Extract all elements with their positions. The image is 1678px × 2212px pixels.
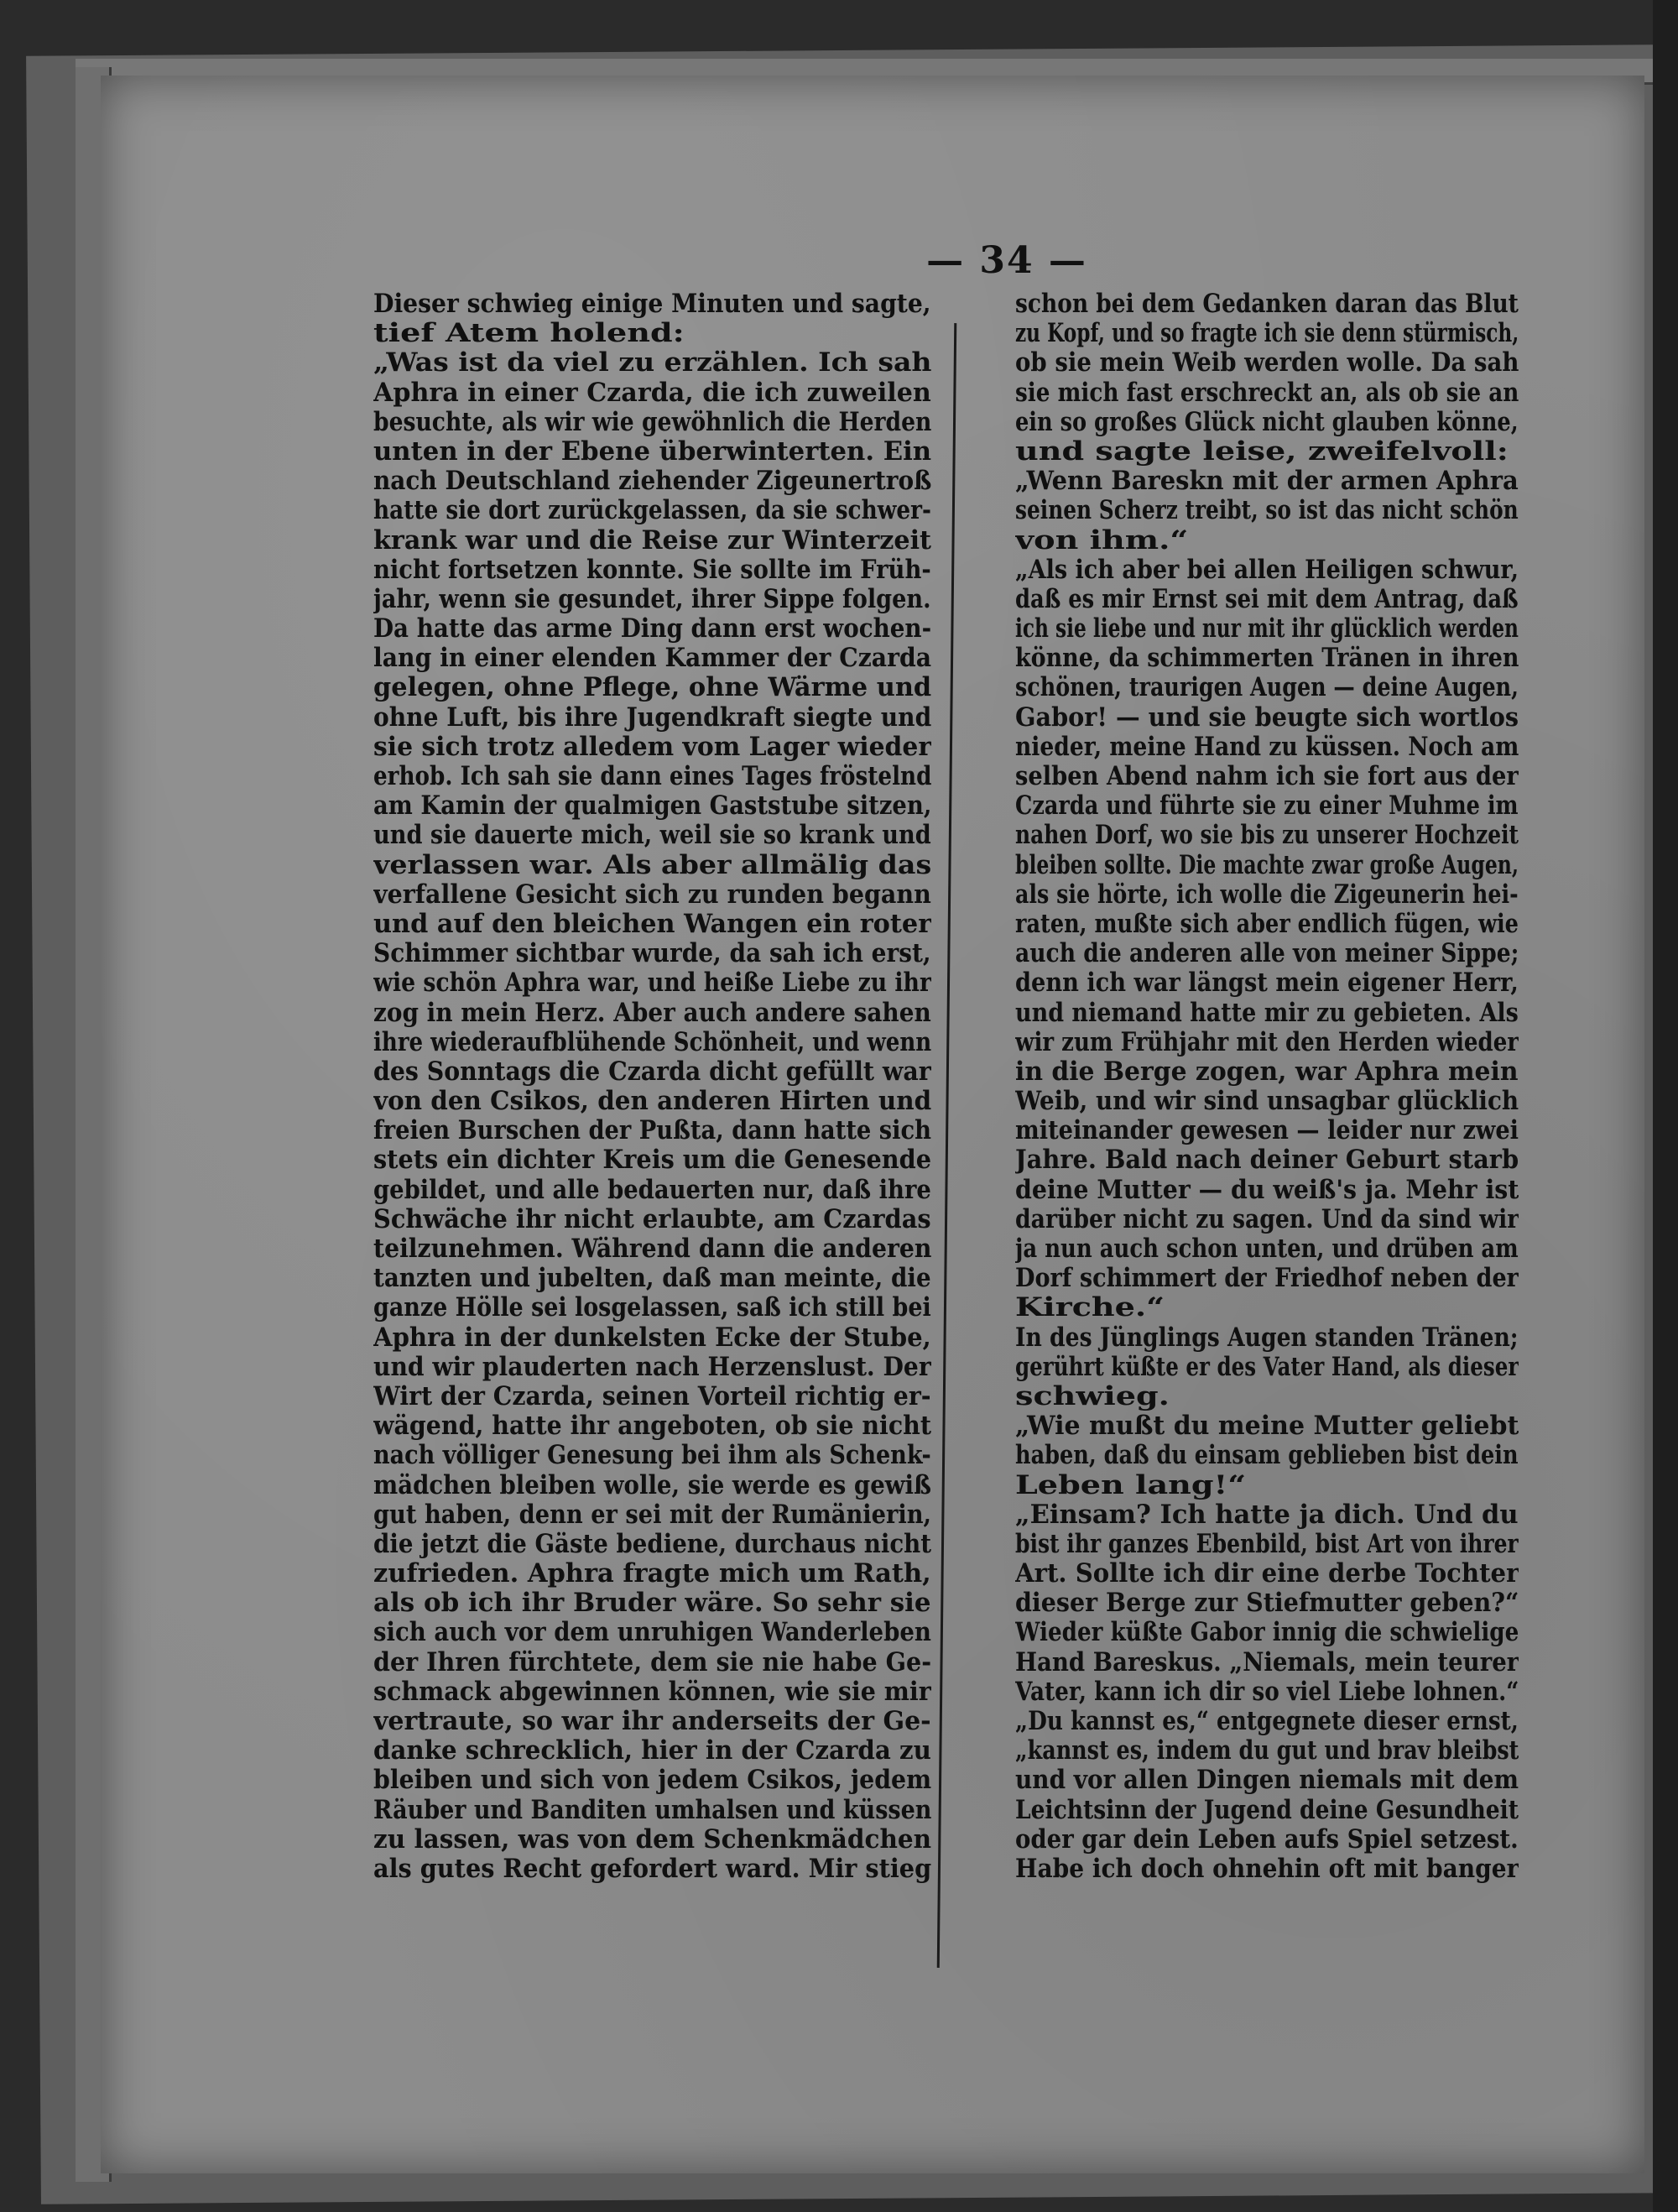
text-line: schmack abgewinnen können, wie sie mir <box>373 1677 931 1707</box>
text-line: erhob. Ich sah sie dann eines Tages fröstelnd <box>373 762 931 791</box>
text-line: Leben lang!“ <box>1015 1470 1247 1500</box>
text-line: verlassen war. Als aber allmälig das <box>373 850 931 880</box>
text-line: als sie hörte, ich wolle die Zigeunerin hei- <box>1015 879 1519 910</box>
text-line: als gutes Recht gefordert ward. Mir stieg <box>373 1854 931 1884</box>
text-line: Vater, kann ich dir so viel Liebe lohnen.“ <box>1015 1677 1519 1707</box>
text-line: ich sie liebe und nur mit ihr glücklich werden <box>1015 614 1519 644</box>
text-line: besuchte, als wir wie gewöhnlich die Herden <box>373 407 931 437</box>
text-line: in die Berge zogen, war Aphra mein <box>1015 1056 1519 1087</box>
text-line: und sie dauerte mich, weil sie so krank und <box>373 821 931 851</box>
text-line: Aphra in einer Czarda, die ich zuweilen <box>373 378 931 408</box>
text-line: auch die anderen alle von meiner Sippe; <box>1015 939 1519 969</box>
scan-border <box>1653 0 1678 2212</box>
text-line: „Als ich aber bei allen Heiligen schwur, <box>1015 555 1519 585</box>
text-line: krank war und die Reise zur Winterzeit <box>373 525 931 556</box>
text-line: deine Mutter — du weiß's ja. Mehr ist <box>1015 1175 1519 1205</box>
text-line: schönen, traurigen Augen — deine Augen, <box>1015 673 1519 703</box>
text-line: nach völliger Genesung bei ihm als Schenk- <box>373 1441 931 1471</box>
text-line: „Du kannst es,“ entgegnete dieser ernst, <box>1015 1707 1519 1736</box>
text-line: der Ihren fürchtete, dem sie nie habe Ge- <box>373 1647 931 1677</box>
text-line: gelegen, ohne Pflege, ohne Wärme und <box>373 673 931 703</box>
text-line: dieser Berge zur Stiefmutter geben?“ <box>1015 1589 1519 1619</box>
text-line: schon bei dem Gedanken daran das Blut <box>1015 290 1519 319</box>
text-line: verfallene Gesicht sich zu runden begann <box>373 879 931 910</box>
text-line: In des Jünglings Augen standen Tränen; <box>1015 1323 1519 1353</box>
text-line: danke schrecklich, hier in der Czarda zu <box>373 1736 931 1766</box>
text-line: daß es mir Ernst sei mit dem Antrag, daß <box>1015 584 1519 614</box>
text-line: stets ein dichter Kreis um die Genesende <box>373 1145 931 1176</box>
text-line: gebildet, und alle bedauerten nur, daß ihre <box>373 1175 931 1205</box>
text-line: teilzunehmen. Während dann die anderen <box>373 1234 931 1264</box>
text-line: von ihm.“ <box>1015 525 1189 556</box>
text-line: Jahre. Bald nach deiner Geburt starb <box>1015 1145 1519 1176</box>
text-line: jahr, wenn sie gesundet, ihrer Sippe folgen. <box>373 584 931 614</box>
text-line: wir zum Frühjahr mit den Herden wieder <box>1015 1027 1519 1057</box>
text-line: Wirt der Czarda, seinen Vorteil richtig er- <box>373 1381 931 1411</box>
text-line: Räuber und Banditen umhalsen und küssen <box>373 1795 931 1825</box>
page-number: — 34 — <box>926 239 1087 282</box>
text-line: vertraute, so war ihr anderseits der Ge- <box>373 1707 931 1736</box>
text-line: am Kamin der qualmigen Gaststube sitzen, <box>373 791 931 822</box>
text-line: sie sich trotz alledem vom Lager wieder <box>373 732 931 762</box>
text-line: gut haben, denn er sei mit der Rumänierin, <box>373 1500 931 1530</box>
text-line: Dieser schwieg einige Minuten und sagte, <box>373 290 931 319</box>
text-line: denn ich war längst mein eigener Herr, <box>1015 968 1519 999</box>
text-line: darüber nicht zu sagen. Und da sind wir <box>1015 1204 1519 1234</box>
text-line: die jetzt die Gäste bediene, durchaus nicht <box>373 1529 931 1559</box>
text-line: bleiben und sich von jedem Csikos, jedem <box>373 1766 931 1796</box>
text-line: und niemand hatte mir zu gebieten. Als <box>1015 998 1519 1028</box>
text-line: gerührt küßte er des Vater Hand, als dieser <box>1015 1352 1519 1382</box>
text-line: Art. Sollte ich dir eine derbe Tochter <box>1015 1559 1519 1589</box>
text-line: ein so großes Glück nicht glauben könne, <box>1015 407 1519 437</box>
text-line: zu Kopf, und so fragte ich sie denn stürmisch, <box>1015 319 1519 349</box>
text-line: Dorf schimmert der Friedhof neben der <box>1015 1264 1519 1294</box>
text-line: hatte sie dort zurückgelassen, da sie schwer- <box>373 496 931 526</box>
text-line: schwieg. <box>1015 1381 1170 1411</box>
text-line: nicht fortsetzen konnte. Sie sollte im Früh- <box>373 555 931 585</box>
text-line: nieder, meine Hand zu küssen. Noch am <box>1015 732 1519 762</box>
text-line: seinen Scherz treibt, so ist das nicht schön <box>1015 496 1519 526</box>
text-line: sich auch vor dem unruhigen Wanderleben <box>373 1618 931 1648</box>
text-line: „kannst es, indem du gut und brav bleibst <box>1015 1736 1519 1766</box>
text-line: Habe ich doch ohnehin oft mit banger <box>1015 1854 1519 1884</box>
text-line: könne, da schimmerten Tränen in ihren <box>1015 644 1519 674</box>
text-line: selben Abend nahm ich sie fort aus der <box>1015 762 1519 791</box>
text-line: zog in mein Herz. Aber auch andere sahen <box>373 998 931 1028</box>
text-line: unten in der Ebene überwinterten. Ein <box>373 436 931 467</box>
text-line: wägend, hatte ihr angeboten, ob sie nicht <box>373 1411 931 1442</box>
text-line: Weib, und wir sind unsagbar glücklich <box>1015 1087 1519 1117</box>
left-text-column <box>373 290 931 1884</box>
text-line: miteinander gewesen — leider nur zwei <box>1015 1116 1519 1146</box>
text-line: und sagte leise, zweifelvoll: <box>1015 436 1509 467</box>
text-line: nach Deutschland ziehender Zigeunertroß <box>373 467 931 497</box>
text-line: zufrieden. Aphra fragte mich um Rath, <box>373 1559 931 1589</box>
text-line: Kirche.“ <box>1015 1293 1165 1323</box>
text-line: zu lassen, was von dem Schenkmädchen <box>373 1824 931 1855</box>
text-line: „Einsam? Ich hatte ja dich. Und du <box>1015 1500 1519 1530</box>
text-line: und wir plauderten nach Herzenslust. Der <box>373 1352 931 1382</box>
text-line: „Wie mußt du meine Mutter geliebt <box>1015 1411 1519 1442</box>
right-text-column <box>1015 290 1519 1884</box>
text-line: lang in einer elenden Kammer der Czarda <box>373 644 931 674</box>
text-line: bleiben sollte. Die machte zwar große Augen, <box>1015 850 1519 880</box>
text-line: „Was ist da viel zu erzählen. Ich sah <box>373 348 931 378</box>
text-line: sie mich fast erschreckt an, als ob sie an <box>1015 378 1519 408</box>
text-line: haben, daß du einsam geblieben bist dein <box>1015 1441 1519 1471</box>
text-line: Leichtsinn der Jugend deine Gesundheit <box>1015 1795 1519 1825</box>
text-line: Czarda und führte sie zu einer Muhme im <box>1015 791 1519 822</box>
text-line: Da hatte das arme Ding dann erst wochen- <box>373 614 931 644</box>
text-line: freien Burschen der Pußta, dann hatte sich <box>373 1116 931 1146</box>
text-line: ihre wiederaufblühende Schönheit, und wenn <box>373 1027 931 1057</box>
text-line: ohne Luft, bis ihre Jugendkraft siegte und <box>373 702 931 733</box>
text-line: ganze Hölle sei losgelassen, saß ich still bei <box>373 1293 931 1323</box>
text-line: mädchen bleiben wolle, sie werde es gewiß <box>373 1470 931 1500</box>
text-line: und vor allen Dingen niemals mit dem <box>1015 1766 1519 1796</box>
text-line: tief Atem holend: <box>373 319 685 349</box>
text-line: ja nun auch schon unten, und drüben am <box>1015 1234 1519 1264</box>
text-line: wie schön Aphra war, und heiße Liebe zu ihr <box>373 968 931 999</box>
text-line: Schwäche ihr nicht erlaubte, am Czardas <box>373 1204 931 1234</box>
text-line: Hand Bareskus. „Niemals, mein teurer <box>1015 1647 1519 1677</box>
text-line: des Sonntags die Czarda dicht gefüllt war <box>373 1056 931 1087</box>
text-line: „Wenn Bareskn mit der armen Aphra <box>1015 467 1519 497</box>
text-line: raten, mußte sich aber endlich fügen, wie <box>1015 909 1519 939</box>
text-line: als ob ich ihr Bruder wäre. So sehr sie <box>373 1589 931 1619</box>
text-line: Aphra in der dunkelsten Ecke der Stube, <box>373 1323 931 1353</box>
text-line: Wieder küßte Gabor innig die schwielige <box>1015 1618 1519 1648</box>
text-line: bist ihr ganzes Ebenbild, bist Art von ihrer <box>1015 1529 1519 1559</box>
text-line: nahen Dorf, wo sie bis zu unserer Hochzeit <box>1015 821 1519 851</box>
text-line: ob sie mein Weib werden wolle. Da sah <box>1015 348 1519 378</box>
text-line: von den Csikos, den anderen Hirten und <box>373 1087 931 1117</box>
text-line: tanzten und jubelten, daß man meinte, die <box>373 1264 931 1294</box>
text-line: Gabor! — und sie beugte sich wortlos <box>1015 702 1519 733</box>
text-line: oder gar dein Leben aufs Spiel setzest. <box>1015 1824 1519 1855</box>
text-line: und auf den bleichen Wangen ein roter <box>373 909 931 939</box>
text-line: Schimmer sichtbar wurde, da sah ich erst, <box>373 939 931 969</box>
